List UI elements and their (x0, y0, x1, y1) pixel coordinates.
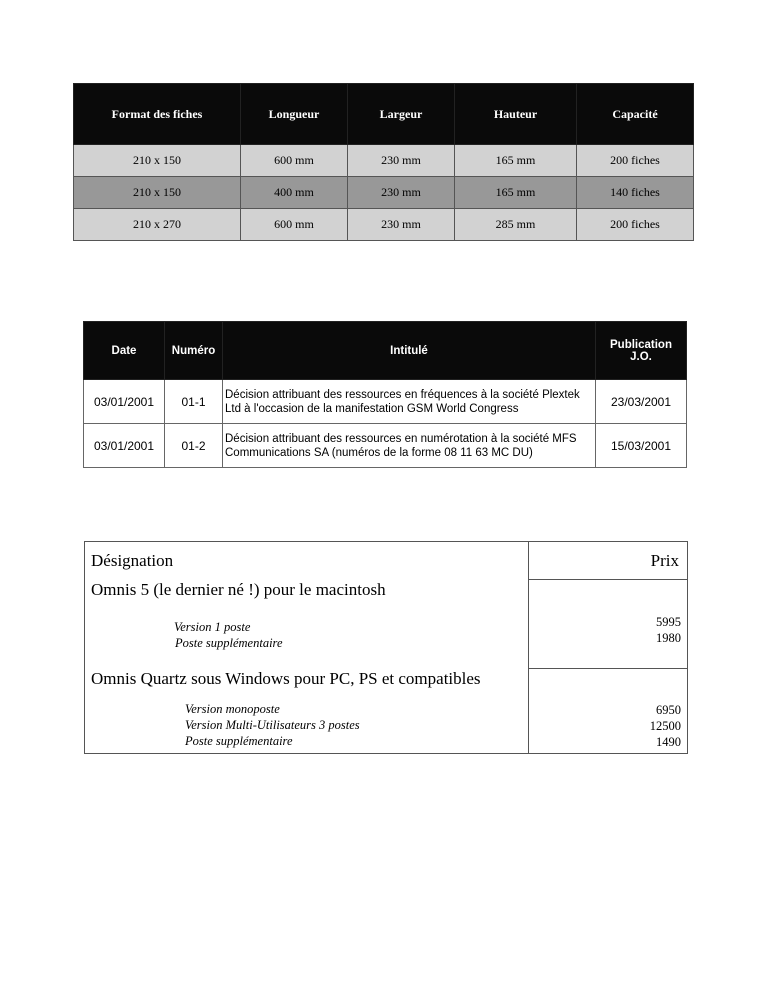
price-value: 1490 (656, 735, 681, 749)
cell: 400 mm (241, 177, 348, 209)
header-prix: Prix (529, 542, 688, 580)
group-items (185, 701, 528, 749)
group-title: Omnis Quartz sous Windows pour PC, PS et compatibles (91, 668, 481, 688)
decisions-table (83, 321, 687, 468)
header-largeur: Largeur (348, 84, 455, 145)
table-row (84, 380, 687, 424)
table-header-row (85, 542, 688, 580)
price-cell (529, 669, 688, 754)
cell-publication: 23/03/2001 (596, 380, 687, 424)
cell-intitule: Décision attribuant des ressources en numérotation à la société MFS Communications SA (numéros de la forme 08 11 63 MC DU) (223, 424, 596, 468)
item-label: Version Multi-Utilisateurs 3 postes (185, 717, 360, 732)
price-value: 12500 (649, 719, 681, 733)
cell: 200 fiches (577, 209, 694, 241)
cell: 600 mm (241, 145, 348, 177)
group-cell (85, 669, 529, 754)
header-longueur: Longueur (241, 84, 348, 145)
header-date: Date (84, 322, 165, 380)
cell-date: 03/01/2001 (84, 380, 165, 424)
header-format: Format des fiches (74, 84, 241, 145)
cell: 165 mm (455, 177, 577, 209)
dimensions-table (73, 83, 694, 241)
cell-date: 03/01/2001 (84, 424, 165, 468)
header-designation: Désignation (85, 542, 529, 580)
header-intitule: Intitulé (223, 322, 596, 380)
table-row (74, 177, 694, 209)
cell: 285 mm (455, 209, 577, 241)
table-row (74, 145, 694, 177)
group-cell (85, 580, 529, 669)
cell: 165 mm (455, 145, 577, 177)
header-numero: Numéro (165, 322, 223, 380)
cell: 230 mm (348, 209, 455, 241)
header-hauteur: Hauteur (455, 84, 577, 145)
price-value: 6950 (656, 703, 681, 717)
table-header-row (84, 322, 687, 380)
header-publication: Publication J.O. (596, 322, 687, 380)
group-items (174, 619, 528, 651)
header-capacite: Capacité (577, 84, 694, 145)
price-cell (529, 580, 688, 669)
table-row (84, 424, 687, 468)
cell: 210 x 270 (74, 209, 241, 241)
group-title: Omnis 5 (le dernier né !) pour le macintosh (91, 579, 386, 599)
cell: 210 x 150 (74, 177, 241, 209)
table-header-row (74, 84, 694, 145)
cell: 200 fiches (577, 145, 694, 177)
group-row (85, 669, 688, 754)
table-row (74, 209, 694, 241)
cell-publication: 15/03/2001 (596, 424, 687, 468)
cell: 600 mm (241, 209, 348, 241)
item-label: Version 1 poste (174, 619, 251, 634)
group-row (85, 580, 688, 669)
price-value: 5995 (656, 615, 681, 629)
price-value: 1980 (656, 631, 681, 645)
price-table (84, 541, 688, 754)
cell: 210 x 150 (74, 145, 241, 177)
cell-numero: 01-2 (165, 424, 223, 468)
cell: 230 mm (348, 145, 455, 177)
item-label: Poste supplémentaire (175, 635, 283, 650)
cell: 230 mm (348, 177, 455, 209)
item-label: Poste supplémentaire (185, 733, 293, 748)
cell-intitule: Décision attribuant des ressources en fréquences à la société Plextek Ltd à l'occasion de la manifestation GSM World Congress (223, 380, 596, 424)
cell-numero: 01-1 (165, 380, 223, 424)
item-label: Version monoposte (185, 701, 280, 716)
cell: 140 fiches (577, 177, 694, 209)
